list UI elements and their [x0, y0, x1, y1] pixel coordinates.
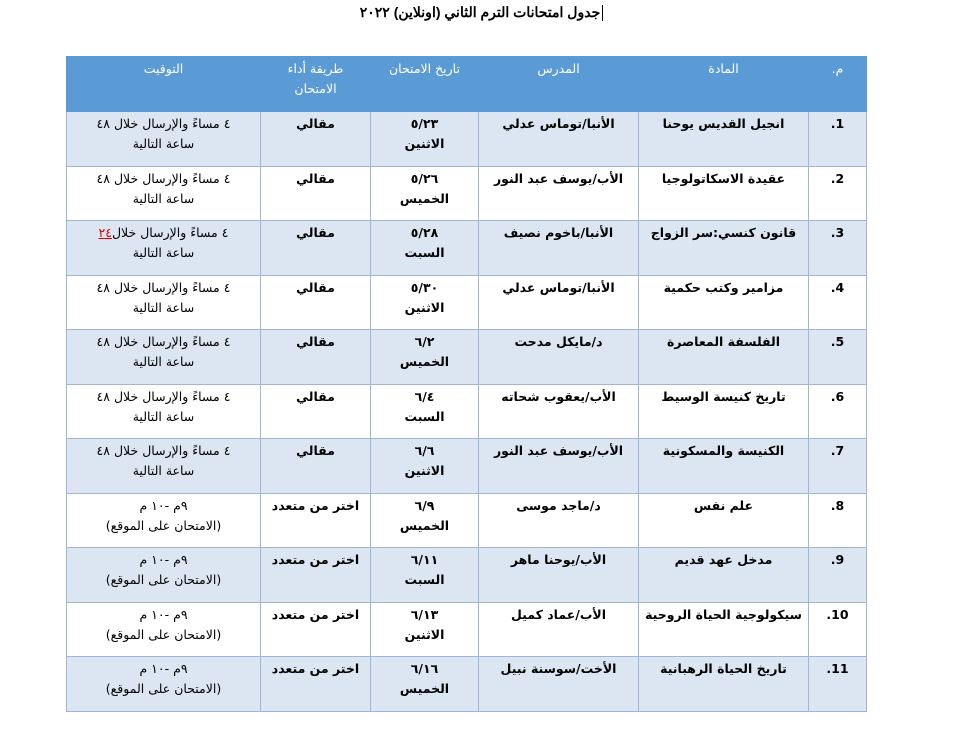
cell-timing: [67, 275, 261, 330]
cell-num: 2.: [809, 166, 867, 221]
header-row: [67, 57, 867, 112]
cell-num: 1.: [809, 112, 867, 167]
cell-date: [371, 112, 479, 167]
table-row: [67, 602, 867, 657]
timing-line-1: ٩م -١٠ م: [139, 661, 188, 676]
cell-date: [371, 384, 479, 439]
cell-method: مقالي: [261, 221, 371, 276]
timing-line-2: (الامتحان على الموقع): [105, 517, 222, 533]
header-subject: المادة: [639, 57, 809, 112]
cell-num: 10.: [809, 602, 867, 657]
cell-timing: [67, 166, 261, 221]
cell-subject: مدخل عهد قديم: [639, 548, 809, 603]
table-row: [67, 493, 867, 548]
date-value: ٦/١٣: [410, 606, 439, 622]
header-date: تاريخ الامتحان: [371, 57, 479, 112]
cell-method: اختر من متعدد: [261, 493, 371, 548]
cell-method: اختر من متعدد: [261, 657, 371, 712]
cell-date: [371, 275, 479, 330]
table-row: [67, 548, 867, 603]
cell-teacher: الأب/يعقوب شحاته: [479, 384, 639, 439]
date-value: ٥/٣٠: [410, 279, 439, 295]
timing-line-2: ساعة التالية: [132, 463, 195, 478]
cell-num: 9.: [809, 548, 867, 603]
header-method: طريقة أداء الامتحان: [261, 57, 371, 112]
text-cursor: [602, 5, 603, 21]
cell-timing: [67, 493, 261, 548]
cell-num: 6.: [809, 384, 867, 439]
date-value: ٦/١٦: [410, 661, 439, 676]
cell-date: [371, 602, 479, 657]
cell-timing: [67, 657, 261, 712]
timing-line-2: ساعة التالية: [132, 136, 195, 151]
timing-line-2: ساعة التالية: [132, 354, 195, 369]
table-row: [67, 330, 867, 385]
cell-date: [371, 548, 479, 603]
cell-teacher: الأنبا/باخوم نصيف: [479, 221, 639, 276]
cell-num: 5.: [809, 330, 867, 385]
cell-subject: قانون كنسي:سر الزواج: [639, 221, 809, 276]
date-day: الاثنين: [404, 626, 445, 642]
cell-teacher: الأب/يوسف عبد النور: [479, 439, 639, 494]
page-title: [0, 4, 963, 21]
date-day: الخميس: [399, 190, 450, 206]
cell-teacher: الأب/عماد كميل: [479, 602, 639, 657]
cell-date: [371, 439, 479, 494]
table-header: [67, 57, 867, 112]
cell-date: [371, 221, 479, 276]
table-row: [67, 166, 867, 221]
timing-line-1: ٤ مساءً والإرسال خلال ٤٨: [96, 443, 231, 458]
cell-teacher: الأنبا/توماس عدلي: [479, 112, 639, 167]
cell-subject: عقيدة الاسكاتولوجيا: [639, 166, 809, 221]
cell-method: مقالي: [261, 166, 371, 221]
cell-method: مقالي: [261, 439, 371, 494]
timing-line-1: ٩م -١٠ م: [139, 497, 188, 513]
cell-date: [371, 657, 479, 712]
cell-teacher: الأخت/سوسنة نبيل: [479, 657, 639, 712]
date-day: الاثنين: [404, 463, 445, 478]
timing-line-1: ٤ مساءً والإرسال خلال ٤٨: [96, 116, 231, 131]
cell-timing: [67, 439, 261, 494]
cell-method: مقالي: [261, 112, 371, 167]
cell-subject: تاريخ كنيسة الوسيط: [639, 384, 809, 439]
timing-line-2: (الامتحان على الموقع): [105, 626, 222, 642]
cell-teacher: الأب/يوحنا ماهر: [479, 548, 639, 603]
cell-subject: تاريخ الحياة الرهبانية: [639, 657, 809, 712]
date-value: ٦/٢: [414, 334, 435, 349]
cell-method: مقالي: [261, 384, 371, 439]
cell-subject: مزامير وكتب حكمية: [639, 275, 809, 330]
cell-num: 4.: [809, 275, 867, 330]
cell-method: اختر من متعدد: [261, 602, 371, 657]
cell-timing: [67, 548, 261, 603]
date-day: السبت: [404, 408, 445, 424]
timing-line-1: ٩م -١٠ م: [139, 552, 188, 567]
date-day: الاثنين: [404, 136, 445, 151]
cell-method: مقالي: [261, 330, 371, 385]
date-value: ٦/٦: [414, 443, 435, 458]
cell-date: [371, 493, 479, 548]
date-value: ٦/٤: [414, 388, 435, 404]
cell-teacher: د/ماجد موسى: [479, 493, 639, 548]
date-day: السبت: [404, 245, 445, 260]
timing-line-1: ٤ مساءً والإرسال خلال ٤٨: [96, 279, 231, 295]
timing-highlight: ٢٤: [98, 225, 112, 240]
table-body: [67, 112, 867, 712]
date-value: ٥/٢٨: [410, 225, 439, 240]
cell-num: 7.: [809, 439, 867, 494]
timing-line-1: ٤ مساءً والإرسال خلال ٤٨: [96, 170, 231, 186]
cell-timing: [67, 384, 261, 439]
cell-timing: [67, 330, 261, 385]
cell-timing: [67, 602, 261, 657]
date-day: الخميس: [399, 354, 450, 369]
date-value: ٦/١١: [410, 552, 439, 567]
exam-schedule-table: [66, 56, 867, 712]
timing-line-2: ساعة التالية: [132, 190, 195, 206]
timing-line-1: ٤ مساءً والإرسال خلال: [111, 225, 229, 240]
table-row: [67, 221, 867, 276]
cell-teacher: د/مايكل مدحت: [479, 330, 639, 385]
timing-line-2: (الامتحان على الموقع): [105, 572, 222, 587]
date-day: الخميس: [399, 681, 450, 696]
date-day: السبت: [404, 572, 445, 587]
table-row: [67, 384, 867, 439]
timing-line-1: ٤ مساءً والإرسال خلال ٤٨: [96, 388, 231, 404]
cell-teacher: الأب/يوسف عبد النور: [479, 166, 639, 221]
timing-line-2: (الامتحان على الموقع): [105, 681, 222, 696]
table-row: [67, 275, 867, 330]
cell-method: اختر من متعدد: [261, 548, 371, 603]
cell-date: [371, 166, 479, 221]
cell-timing: [67, 221, 261, 276]
timing-line-1: ٤ مساءً والإرسال خلال ٤٨: [96, 334, 231, 349]
header-num: م.: [809, 57, 867, 112]
cell-subject: الفلسفة المعاصرة: [639, 330, 809, 385]
timing-line-1: ٩م -١٠ م: [139, 606, 188, 622]
date-day: الخميس: [399, 517, 450, 533]
cell-timing: [67, 112, 261, 167]
header-teacher: المدرس: [479, 57, 639, 112]
timing-line-2: ساعة التالية: [132, 299, 195, 315]
date-value: ٥/٢٣: [410, 116, 439, 131]
date-value: ٥/٢٦: [410, 170, 439, 186]
cell-num: 3.: [809, 221, 867, 276]
cell-num: 8.: [809, 493, 867, 548]
timing-line-2: ساعة التالية: [132, 408, 195, 424]
date-day: الاثنين: [404, 299, 445, 315]
cell-subject: انجيل القديس يوحنا: [639, 112, 809, 167]
timing-line-2: ساعة التالية: [132, 245, 195, 260]
cell-subject: علم نفس: [639, 493, 809, 548]
cell-subject: الكنيسة والمسكونية: [639, 439, 809, 494]
title-text: جدول امتحانات الترم الثاني (اونلاين) ٢٠٢٢: [359, 4, 601, 20]
cell-teacher: الأنبا/توماس عدلي: [479, 275, 639, 330]
cell-subject: سيكولوجية الحياة الروحية: [639, 602, 809, 657]
cell-method: مقالي: [261, 275, 371, 330]
date-value: ٦/٩: [414, 497, 435, 513]
table-row: [67, 439, 867, 494]
header-timing: التوقيت: [67, 57, 261, 112]
cell-num: 11.: [809, 657, 867, 712]
cell-date: [371, 330, 479, 385]
table-row: [67, 657, 867, 712]
table-row: [67, 112, 867, 167]
